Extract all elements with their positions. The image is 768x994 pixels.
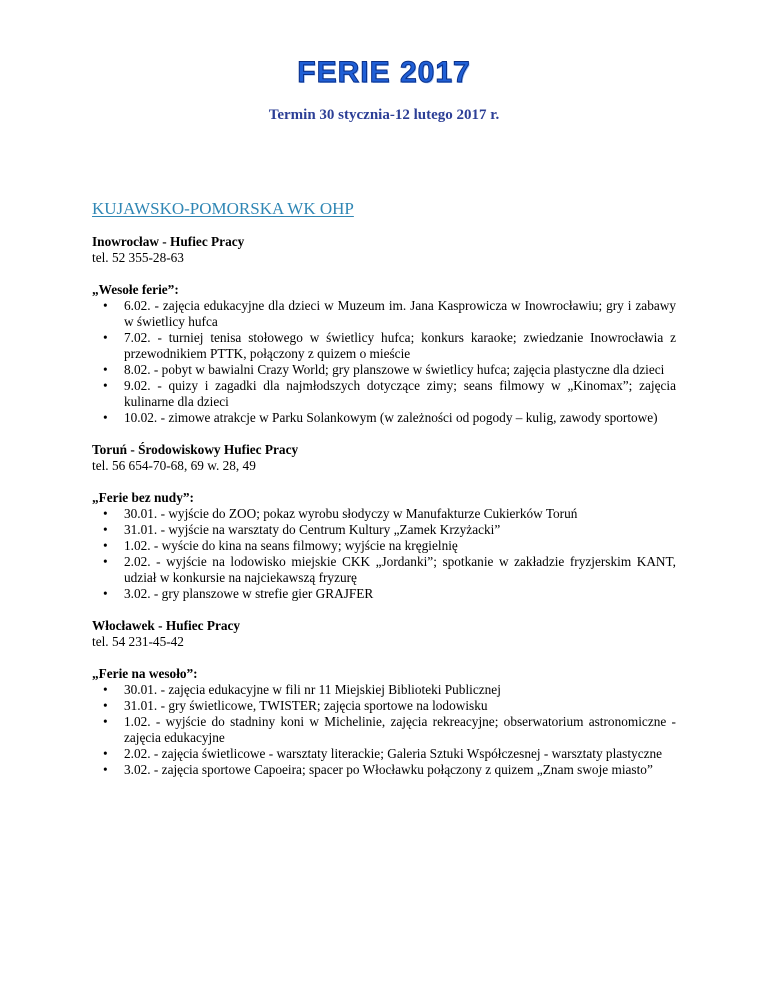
program-title: „Ferie na wesoło”: [92, 666, 198, 681]
event-list [92, 682, 676, 778]
bullet-icon: • [103, 762, 108, 777]
event-item [92, 506, 676, 522]
bullet-icon: • [103, 714, 108, 729]
unit-name: Włocławek - Hufiec Pracy [92, 618, 241, 633]
bullet-icon: • [103, 682, 108, 697]
event-text: 7.02. - turniej tenisa stołowego w świetlicy hufca; konkurs karaoke; zwiedzanie Inowrocławia z przewodnikiem PTTK, połączony z quizem o mieście [124, 330, 676, 361]
unit-phone: tel. 56 654-70-68, 69 w. 28, 49 [92, 458, 256, 473]
event-item [92, 410, 676, 426]
event-item [92, 554, 676, 586]
bullet-icon: • [103, 586, 108, 601]
event-item [92, 522, 676, 538]
event-text: 3.02. - gry planszowe w strefie gier GRAJFER [124, 586, 374, 601]
unit-section-inowroclaw [92, 234, 676, 426]
program-title: „Wesołe ferie”: [92, 282, 179, 297]
event-text: 1.02. - wyście do kina na seans filmowy; wyjście na kręgielnię [124, 538, 458, 553]
event-text: 3.02. - zajęcia sportowe Capoeira; spacer po Włocławku połączony z quizem „Znam swoje miasto” [124, 762, 653, 777]
event-text: 10.02. - zimowe atrakcje w Parku Solankowym (w zależności od pogody – kulig, zawody sportowe) [124, 410, 658, 425]
event-text: 31.01. - wyjście na warsztaty do Centrum Kultury „Zamek Krzyżacki” [124, 522, 501, 537]
unit-section-torun [92, 442, 676, 602]
unit-phone: tel. 54 231-45-42 [92, 634, 184, 649]
event-text: 30.01. - wyjście do ZOO; pokaz wyrobu słodyczy w Manufakturze Cukierków Toruń [124, 506, 578, 521]
bullet-icon: • [103, 330, 108, 345]
event-list [92, 298, 676, 426]
event-item [92, 378, 676, 410]
unit-phone: tel. 52 355-28-63 [92, 250, 184, 265]
bullet-icon: • [103, 298, 108, 313]
bullet-icon: • [103, 538, 108, 553]
event-text: 2.02. - wyjście na lodowisko miejskie CKK „Jordanki”; spotkanie w zakładzie fryzjerskim KANT, udział w konkursie na najciekawszą fryzurę [124, 554, 676, 585]
event-text: 31.01. - gry świetlicowe, TWISTER; zajęcia sportowe na lodowisku [124, 698, 488, 713]
bullet-icon: • [103, 378, 108, 393]
event-text: 1.02. - wyjście do stadniny koni w Michelinie, zajęcia rekreacyjne; obserwatorium astronomiczne - zajęcia edukacyjne [124, 714, 676, 745]
event-list [92, 506, 676, 602]
bullet-icon: • [103, 506, 108, 521]
event-item [92, 362, 676, 378]
event-item [92, 762, 676, 778]
event-text: 30.01. - zajęcia edukacyjne w fili nr 11 Miejskiej Biblioteki Publicznej [124, 682, 501, 697]
event-item [92, 698, 676, 714]
unit-section-wloclawek [92, 618, 676, 778]
event-text: 2.02. - zajęcia świetlicowe - warsztaty literackie; Galeria Sztuki Współczesnej - warsztaty plastyczne [124, 746, 663, 761]
bullet-icon: • [103, 410, 108, 425]
event-item [92, 538, 676, 554]
document-content [92, 199, 676, 794]
program-title: „Ferie bez nudy”: [92, 490, 194, 505]
unit-name: Inowrocław - Hufiec Pracy [92, 234, 245, 249]
bullet-icon: • [103, 746, 108, 761]
page-subtitle: Termin 30 stycznia-12 lutego 2017 r. [268, 107, 500, 123]
event-item [92, 586, 676, 602]
event-text: 6.02. - zajęcia edukacyjne dla dzieci w Muzeum im. Jana Kasprowicza w Inowrocławiu; gry i zabawy w świetlicy hufca [124, 298, 676, 329]
event-text: 8.02. - pobyt w bawialni Crazy World; gry planszowe w świetlicy hufca; zajęcia plastyczne dla dzieci [124, 362, 665, 377]
unit-name: Toruń - Środowiskowy Hufiec Pracy [92, 442, 299, 457]
bullet-icon: • [103, 362, 108, 377]
bullet-icon: • [103, 698, 108, 713]
event-item [92, 746, 676, 762]
event-item [92, 330, 676, 362]
organization-heading: KUJAWSKO-POMORSKA WK OHP [92, 199, 354, 218]
event-item [92, 714, 676, 746]
page-title: FERIE 2017 [297, 56, 471, 89]
event-item [92, 682, 676, 698]
event-text: 9.02. - quizy i zagadki dla najmłodszych dotyczące zimy; seans filmowy w „Kinomax”; zajęcia kulinarne dla dzieci [124, 378, 676, 409]
bullet-icon: • [103, 554, 108, 569]
bullet-icon: • [103, 522, 108, 537]
event-item [92, 298, 676, 330]
